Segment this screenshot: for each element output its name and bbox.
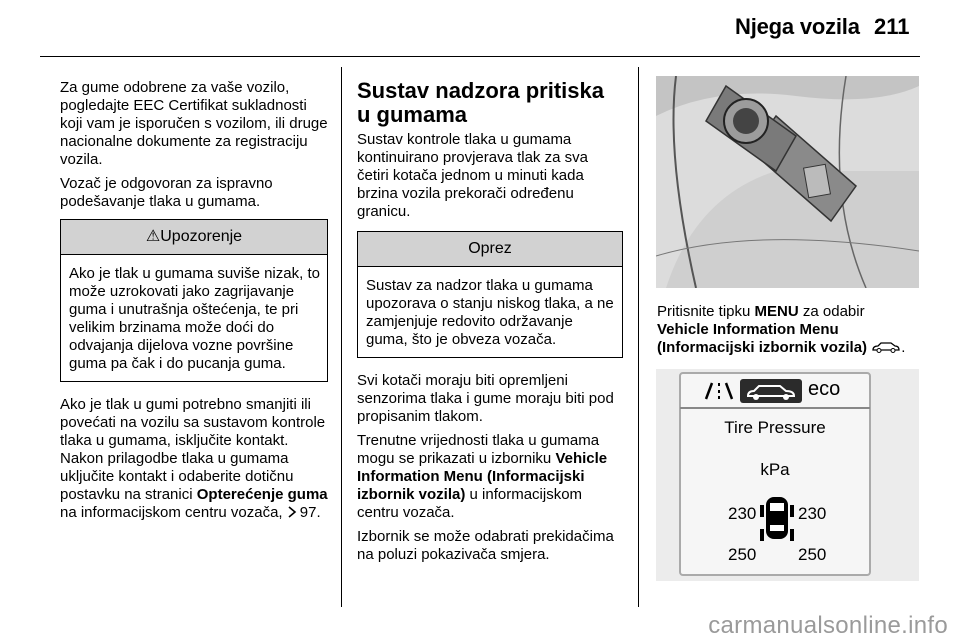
front-right-pressure: 230 (798, 504, 827, 523)
header-title: Njega vozila (735, 14, 860, 39)
turn-signal-lever-image (656, 76, 919, 288)
page-number: 211 (874, 14, 910, 39)
rear-left-pressure: 250 (728, 545, 757, 564)
arrow-ref-icon (287, 506, 297, 518)
watermark: carmanualsonline.info (708, 612, 948, 639)
car-icon (871, 341, 901, 353)
section-title: Sustav nadzora pritiska u gumama (357, 78, 604, 127)
tire-load-link: Opterećenje guma (196, 486, 328, 503)
warning-header (61, 220, 327, 255)
rear-right-pressure: 250 (798, 545, 827, 564)
right-column-text (657, 303, 919, 363)
left-para-1: Za gume odobrene za vaše vozilo, pogledajte EEC Certifikat sukladnosti koji vam je isporučen s vozilom, ili druge nacionalne dokumente za registraciju vozila. (60, 79, 328, 168)
left-para-2: Vozač je odgovoran za ispravno podešavanje tlaka u gumama. (60, 175, 273, 210)
middle-para-2: Svi kotači moraju biti opremljeni senzorima tlaka i gume moraju biti pod propisanim tlakom. (357, 372, 614, 425)
vehicle-info-menu-label-right: Vehicle Information Menu (Informacijski izbornik vozila) (657, 321, 868, 356)
warning-triangle-icon: ⚠ (145, 228, 161, 245)
vehicle-info-menu-label: Vehicle Information Menu (Informacijski izbornik vozila) (357, 450, 608, 503)
warning-box (60, 219, 328, 382)
tire-pressure-display (656, 369, 919, 581)
middle-para-1: Sustav kontrole tlaka u gumama kontinuirano provjerava tlak za sva četiri kotača jednom u minuti kada brzina vozila prekorači određenu granicu. (357, 131, 588, 220)
pressure-unit: kPa (760, 460, 790, 479)
tire-pressure-title: Tire Pressure (724, 418, 826, 437)
left-para-3: Ako je tlak u gumi potrebno smanjiti ili povećati na vozilu sa sustavom kontrole tlaka u gumama, isključite kontakt. Nakon prilagodbe tlaka u gumama uključite kontakt i odaberite dotičnu postavku na stranici Opterećenje guma na informacijskom centru vozača, 97. (60, 396, 328, 521)
middle-para-3: Trenutne vrijednosti tlaka u gumama mogu se prikazati u izborniku Vehicle Information Menu (Informacijski izbornik vozila) u informacijskom centru vozača. (357, 432, 608, 521)
menu-instruction: Pritisnite tipku MENU za odabir Vehicle Information Menu (Informacijski izbornik vozila) . (657, 303, 906, 356)
left-column (60, 79, 328, 528)
caution-text: Sustav za nadzor tlaka u gumama upozorava o stanju niskog tlaka, a ne zamjenjuje redovito održavanje guma, što je obveza vozača. (366, 277, 614, 348)
front-left-pressure: 230 (728, 504, 757, 523)
warning-title: Upozorenje (160, 228, 243, 245)
car-tab-icon (740, 379, 802, 403)
column-divider-1 (341, 67, 342, 607)
middle-para-4: Izbornik se može odabrati prekidačima na poluzi pokazivača smjera. (357, 528, 614, 563)
caution-box (357, 231, 623, 358)
menu-button-label: MENU (754, 303, 799, 320)
eco-label: eco (808, 378, 841, 400)
header-rule (40, 56, 920, 57)
column-divider-2 (638, 67, 639, 607)
middle-column (357, 79, 623, 570)
warning-text: Ako je tlak u gumama suviše nizak, to može uzrokovati jako zagrijavanje guma i unutrašnja oštećenja, te pri velikim brzinama može doći do odvajanja dijelova vozne površine guma pa čak i do pucanja guma. (69, 265, 320, 372)
caution-title: Oprez (358, 232, 622, 267)
